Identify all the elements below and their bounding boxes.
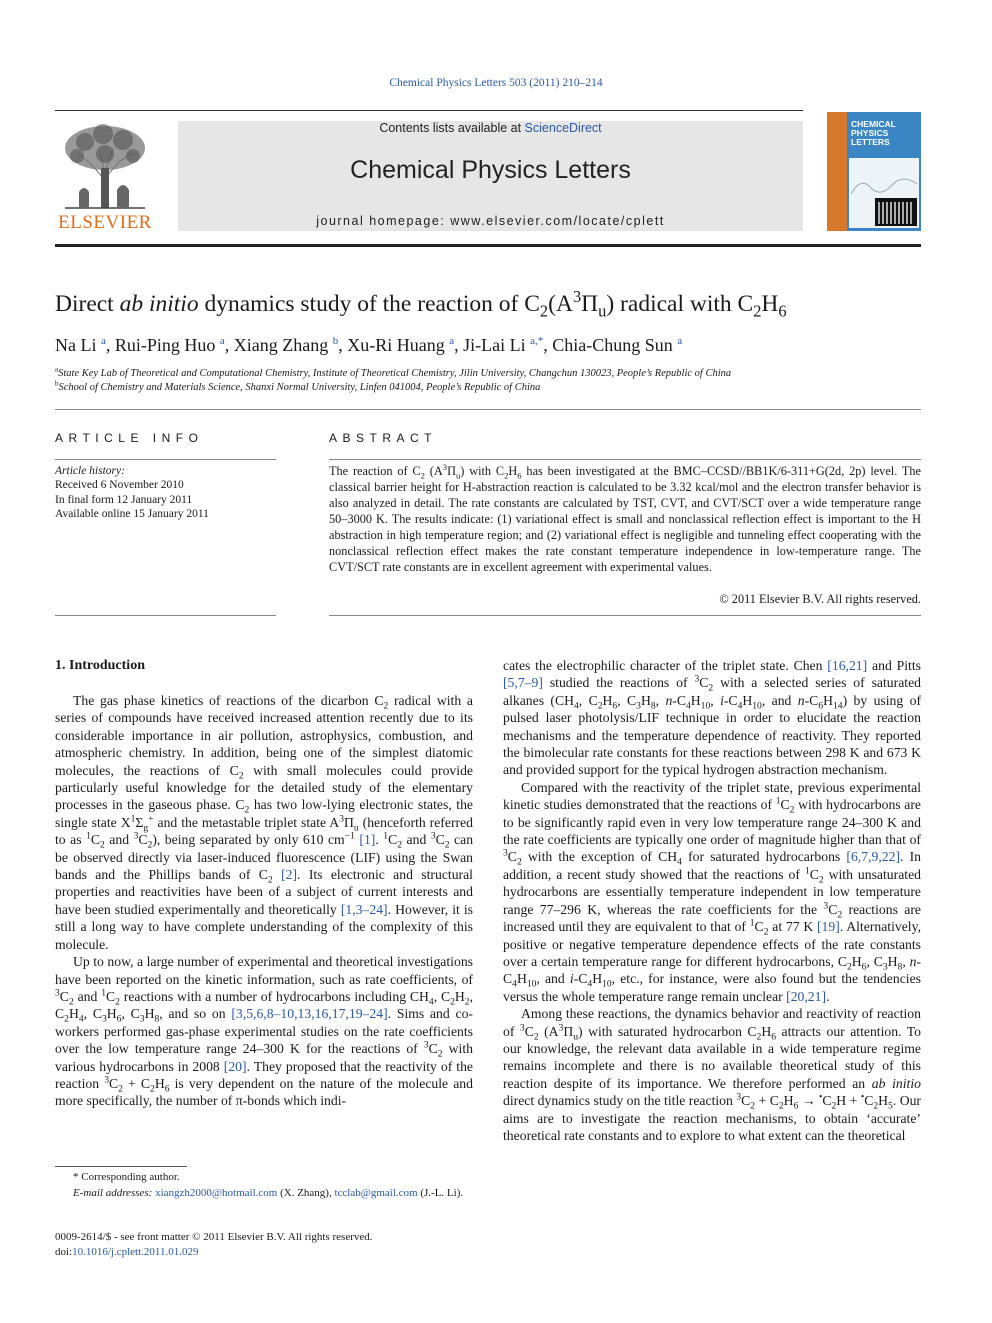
available-online-date: Available online 15 January 2011 xyxy=(55,507,209,520)
cover-image xyxy=(849,158,919,228)
received-date: Received 6 November 2010 xyxy=(55,479,184,492)
journal-cover-thumbnail[interactable] xyxy=(827,112,921,231)
cover-spectrum-icon xyxy=(849,158,919,228)
body-paragraph: Among these reactions, the dynamics behavior and reactivity of reaction of $^3C_2$ $(A^3\Pi_u)$ with saturated hydrocarbon $C_2H_6$ attracts our attention. To our knowledge, the relevant data available in a wide temperature regime remains incomplete and there is no available theoretical study of this reaction despite of its importance. We therefore performed an ab initio direct dynamics study on the title reaction $^3C_2 + C_2H_6 \to ^•C_2H + ^•C_2H_5$. Our aims are to investigate the reaction mechanisms, to obtain ‘accurate’ theoretical rate constants and to explore to what extent can the theoretical xyxy=(503,1006,921,1143)
cover-title-line-1: CHEMICAL xyxy=(851,119,896,129)
email-link-2[interactable]: tcclab@gmail.com xyxy=(334,1186,418,1199)
cover-title xyxy=(851,120,896,147)
doi-link[interactable]: 10.1016/j.cplett.2011.01.029 xyxy=(72,1245,199,1258)
doi-label: doi: xyxy=(55,1245,73,1258)
abstract-heading: ABSTRACT xyxy=(329,431,438,445)
history-label: Article history: xyxy=(55,465,125,477)
abstract-rule-top xyxy=(329,459,921,460)
affiliation-a: $^a$State Key Lab of Theoretical and Computational Chemistry, Institute of Theoretical Chemistry, Jilin University, Changchun 130023, People’s Republic of China xyxy=(55,365,732,379)
abstract-copyright: © 2011 Elsevier B.V. All rights reserved. xyxy=(719,592,921,606)
elsevier-wordmark: ELSEVIER xyxy=(58,212,152,233)
email-owner-2: (J.-L. Li). xyxy=(420,1186,464,1199)
article-info-heading: ARTICLE INFO xyxy=(55,431,204,445)
issn-doi-block xyxy=(55,1230,373,1259)
journal-homepage xyxy=(178,214,803,228)
email-owner-1: (X. Zhang), xyxy=(280,1186,332,1199)
elsevier-tree-icon xyxy=(55,120,155,212)
homepage-url[interactable]: www.elsevier.com/locate/cplett xyxy=(450,214,665,228)
journal-title: Chemical Physics Letters xyxy=(350,156,631,184)
abstract-text: The reaction of $C_2$ $(A^3\Pi_u)$ with $C_2H_6$ has been investigated at the BMC–CCSD//BB1K/6-311+G(2d, 2p) level. The classical barrier height for H-abstraction reaction is calculated to be 3.32 kcal/mol and the electron transfer behavior is also analyzed in detail. The rate constants are calculated by TST, CVT, and CVT/SCT over a wide temperature range 50–3000 K. The results indicate: (1) variational effect is small and nonclassical reflection effect is important to the H abstraction in high temperature region; and (2) variational effect is negligible and tunneling effect cooperating with the nonclassical reflection effect makes the rate constant temperature independence in low-temperature range. The CVT/SCT rate constants are in excellent agreement with experimental values. xyxy=(329,461,922,574)
body-paragraph: cates the electrophilic character of the triplet state. Chen [16,21] and Pitts [5,7–9] studied the reactions of $^3C_2$ with a selected series of saturated alkanes ($CH_4$, $C_2H_6$, $C_3H_8$, $n-C_4H_{10}$, $i-C_4H_{10}$, and $n-C_6H_{14}$) by using of pulsed laser photolysis/LIF technique in order to elucidate the reaction mechanisms and the temperature dependence of reactivity. They reported the bimolecular rate constants for these reactions between 298 K and 673 K and provided support for the typical hydrogen abstraction mechanism. xyxy=(503,658,922,778)
footnote-rule xyxy=(55,1166,187,1167)
footnote xyxy=(55,1170,473,1201)
divider-below-affiliations xyxy=(55,409,921,410)
abstract-rule-bottom xyxy=(329,615,921,616)
body-column-right xyxy=(503,657,921,1144)
email-link-1[interactable]: xiangzh2000@hotmail.com xyxy=(155,1186,278,1199)
cover-title-line-2: PHYSICS xyxy=(851,128,889,138)
affiliation-b: $^b$School of Chemistry and Materials Science, Shanxi Normal University, Linfen 041004, People’s Republic of China xyxy=(55,379,541,393)
cover-side-strip xyxy=(827,112,847,231)
author-list: Na Li $^a$, Rui-Ping Huo $^a$, Xiang Zhang $^b$, Xu-Ri Huang $^a$, Ji-Lai Li $^{a,*}$, Chia-Chung Sun $^a$ xyxy=(55,335,683,355)
doi-line xyxy=(55,1245,373,1260)
email-label: E-mail addresses: xyxy=(73,1186,153,1199)
body-column-left xyxy=(55,692,473,1110)
contents-availability xyxy=(178,121,803,135)
contents-prefix: Contents lists available at xyxy=(379,121,525,135)
final-form-date: In final form 12 January 2011 xyxy=(55,493,193,506)
homepage-prefix: journal homepage: xyxy=(316,214,451,228)
corresponding-author-note: * Corresponding author. xyxy=(73,1171,180,1183)
article-history xyxy=(55,464,209,521)
journal-reference[interactable]: Chemical Physics Letters 503 (2011) 210–214 xyxy=(389,77,603,89)
section-heading-introduction: 1. Introduction xyxy=(55,658,145,673)
article-info-rule-top xyxy=(55,459,276,460)
article-title: Direct ab initio dynamics study of the reaction of $C_2(A^3\Pi_u)$ radical with $C_2H_6$ xyxy=(55,287,787,321)
email-addresses xyxy=(55,1186,473,1202)
header-rule-top xyxy=(55,110,803,111)
cover-title-line-3: LETTERS xyxy=(851,137,890,147)
issn-line: 0009-2614/$ - see front matter © 2011 Elsevier B.V. All rights reserved. xyxy=(55,1231,373,1243)
article-info-rule-bottom xyxy=(55,615,276,616)
body-paragraph: The gas phase kinetics of reactions of the dicarbon $C_2$ radical with a series of compounds have received increased attention recently due to its considerable importance in air pollution, astrophysics, combustion, and atmospheric chemistry. In addition, being one of the simplest diatomic molecules, the reactions of $C_2$ with small molecules could provide particularly useful knowledge for the detailed study of the elementary processes in the gaseous phase. $C_2$ has two low-lying electronic states, the single state $X^1\Sigma_g^+$ and the metastable triplet state $A^3\Pi_u$ (henceforth referred to as $^1C_2$ and $^3C_2$), being separated by only 610 $cm^{-1}$ [1]. $^1C_2$ and $^3C_2$ can be observed directly via laser-induced fluorescence (LIF) using the Swan bands and the Phillips bands of $C_2$ [2]. Its electronic and structural properties and reactivities have been of a subject of current interests and have been studied experimentally and theoretically [1,3–24]. However, it is still a long way to have complete understanding of the complexity of this molecule. xyxy=(55,693,474,952)
body-paragraph: Compared with the reactivity of the triplet state, previous experimental kinetic studies demonstrated that the reactions of $^1C_2$ with hydrocarbons are to be significantly rapid even in very low temperature range 24–300 K and the rate coefficients are typically one order of magnitude higher than that of $^3C_2$ with the exception of $CH_4$ for saturated hydrocarbons [6,7,9,22]. In addition, a recent study showed that the reactions of $^1C_2$ with unsaturated hydrocarbons are essentially temperature independent in low temperature range 77–296 K, whereas the rate coefficients for the $^3C_2$ reactions are increased until they are equivalent to that of $^1C_2$ at 77 K [19]. Alternatively, positive or negative temperature dependence effects of the rate constants over a certain temperature range for different hydrocarbons, $C_2H_6$, $C_3H_8$, $n-C_4H_{10}$, and $i-C_4H_{10}$, etc., for instance, were also found but the tendencies versus the whole temperature range remain unclear [20,21]. xyxy=(503,779,921,1004)
sciencedirect-link[interactable]: ScienceDirect xyxy=(524,121,602,135)
header-rule-bottom xyxy=(55,244,921,247)
body-paragraph: Up to now, a large number of experimental and theoretical investigations have been reported on the kinetic information, such as rate coefficients, of $^3C_2$ and $^1C_2$ reactions with a number of hydrocarbons including $CH_4$, $C_2H_2$, $C_2H_4$, $C_3H_6$, $C_3H_8$, and so on [3,5,6,8–10,13,16,17,19–24]. Sims and co-workers performed gas-phase experimental studies on the rate coefficients over the low temperature range 24–300 K for the reactions of $^3C_2$ with various hydrocarbons in 2008 [20]. They proposed that the reactivity of the reaction $^3C_2 + C_2H_6$ is very dependent on the nature of the molecule and more specifically, the number of π-bonds which indi- xyxy=(55,954,473,1109)
